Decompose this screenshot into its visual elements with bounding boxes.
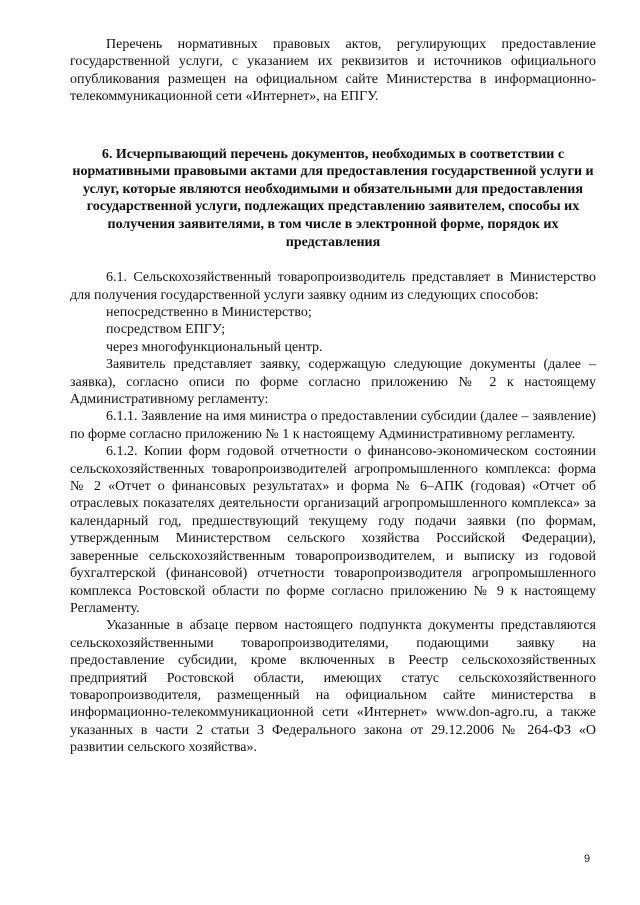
paragraph-6-1-1: 6.1.1. Заявление на имя министра о предоставлении субсидии (далее – заявление) по форме согласно приложению № 1 к настоящему Административному регламенту. [70,409,596,442]
page-number: 9 [584,853,591,865]
method-item-2: посредством ЕПГУ; [106,322,226,338]
paragraph-6-1: 6.1. Сельскохозяйственный товаропроизводитель представляет в Министерство для получения государственной услуги заявку одним из следующих способов: [70,270,596,303]
section-heading: 6. Исчерпывающий перечень документов, необходимых в соответствии с нормативными правовыми актами для предоставления государственной услуги и услуг, которые являются необходимыми и обязательными для предоставления государственной услуги, подлежащих представлению заявителем, способы их получения заявителями, в том числе в электронной форме, порядок их представления [72,146,594,250]
paragraph-applicant: Заявитель представляет заявку, содержащую следующие документы (далее – заявка), согласно описи по форме согласно приложению № 2 к настоящему Административному регламенту: [70,357,596,408]
paragraph-indicated-documents: Указанные в абзаце первом настоящего подпункта документы представляются сельскохозяйственными товаропроизводителями, подающими заявку на предоставление субсидии, кроме включенных в Реестр сельскохозяйственных предприятий Ростовской области, имеющих статус сельскохозяйственного товаропроизводителя, размещенный на официальном сайте министерства в информационно-телекоммуникационной сети «Интернет» www.don-agro.ru, а также указанных в части 2 статьи 3 Федерального закона от 29.12.2006 № 264-ФЗ «О развитии сельского хозяйства». [70,618,596,756]
method-item-1: непосредственно в Министерство; [106,305,312,320]
document-page [70,36,596,757]
paragraph-6-1-2: 6.1.2. Копии форм годовой отчетности о финансово-экономическом состоянии сельскохозяйственных товаропроизводителей агропромышленного комплекса: форма № 2 «Отчет о финансовых результатах» и форма № 6–АПК (годовая) «Отчет об отраслевых показателях деятельности организаций агропромышленного комплекса» за календарный год, предшествующий текущему году подачи заявки (по формам, утвержденным Министерством сельского хозяйства Российской Федерации), заверенные сельскохозяйственным товаропроизводителем, и выписку из годовой бухгалтерской (финансовой) отчетности товаропроизводителя агропромышленного комплекса Ростовской области по форме согласно приложению № 9 к настоящему Регламенту. [70,444,596,616]
method-item-3: через многофункциональный центр. [106,339,323,355]
intro-paragraph: Перечень нормативных правовых актов, регулирующих предоставление государственной услуги, с указанием их реквизитов и источников официального опубликования размещен на официальном сайте Министерства в информационно-телекоммуникационной сети «Интернет», на ЕПГУ. [70,37,596,105]
